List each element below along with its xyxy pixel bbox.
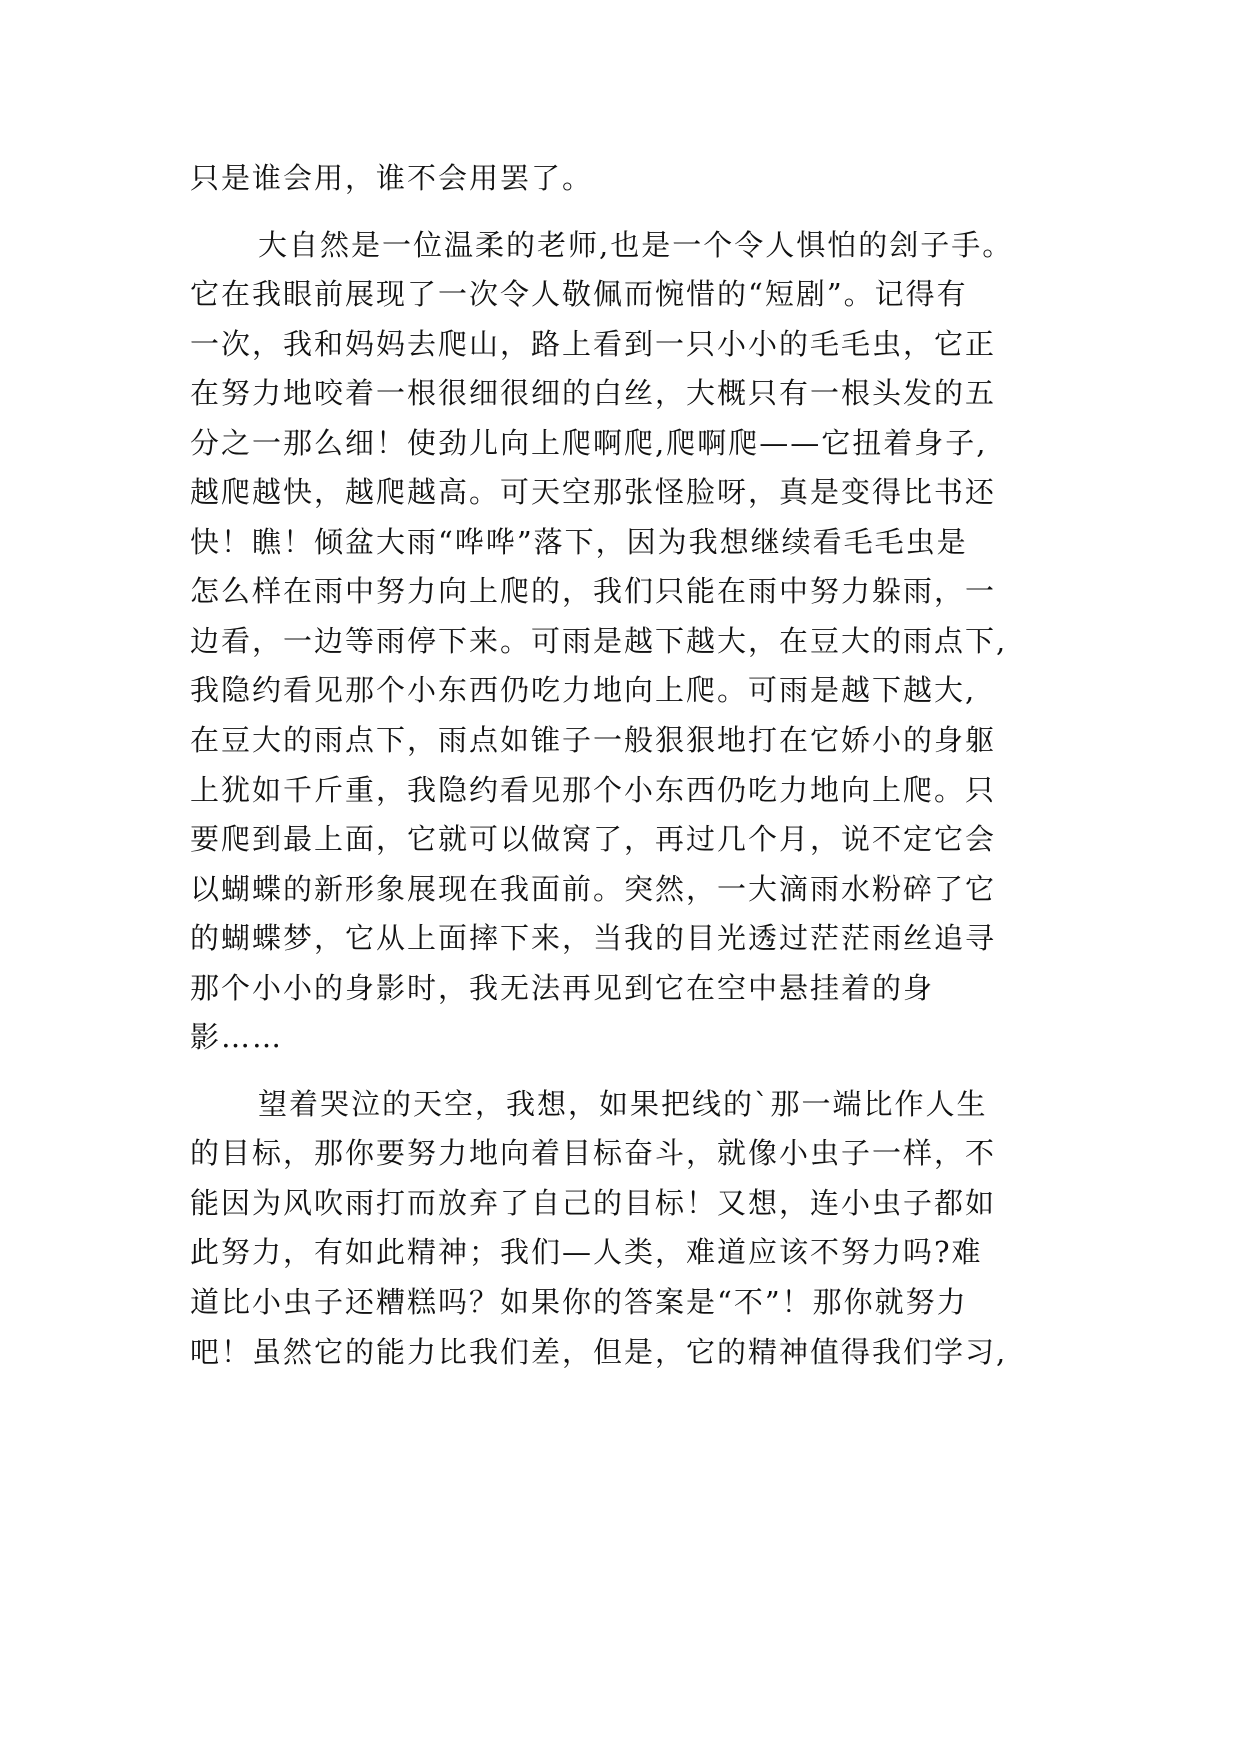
paragraph-2-line: 它在我眼前展现了一次令人敬佩而惋惜的“短剧”。记得有 bbox=[190, 277, 968, 312]
paragraph-2-line: 在豆大的雨点下，雨点如锥子一般狠狠地打在它娇小的身躯 bbox=[190, 723, 997, 758]
paragraph-2-line: 一次，我和妈妈去爬山，路上看到一只小小的毛毛虫，它正 bbox=[190, 326, 997, 361]
paragraph-2-line: 越爬越快，越爬越高。可天空那张怪脸呀，真是变得比书还 bbox=[190, 475, 997, 510]
essay-body bbox=[190, 154, 1070, 1377]
paragraph-3-line: 能因为风吹雨打而放弃了自己的目标！又想，连小虫子都如 bbox=[190, 1185, 997, 1220]
paragraph-1-line: 只是谁会用，谁不会用罢了。 bbox=[190, 161, 594, 195]
paragraph-2-line: 边看，一边等雨停下来。可雨是越下越大，在豆大的雨点下, bbox=[190, 623, 1008, 658]
paragraph-3-line: 此努力，有如此精神；我们—人类，难道应该不努力吗?难 bbox=[190, 1235, 983, 1270]
paragraph-2-line: 的蝴蝶梦，它从上面摔下来，当我的目光透过茫茫雨丝追寻 bbox=[190, 921, 997, 956]
paragraph-2-line: 以蝴蝶的新形象展现在我面前。突然，一大滴雨水粉碎了它 bbox=[190, 871, 997, 906]
paragraph-2 bbox=[190, 221, 1070, 1063]
paragraph-spacer bbox=[190, 1063, 1070, 1080]
paragraph-2-line: 在努力地咬着一根很细很细的白丝，大概只有一根头发的五 bbox=[190, 376, 997, 411]
paragraph-2-line: 影…… bbox=[190, 1020, 284, 1055]
paragraph-2-line: 大自然是一位温柔的老师,也是一个令人惧怕的刽子手。 bbox=[258, 227, 1014, 262]
paragraph-2-line: 我隐约看见那个小东西仍吃力地向上爬。可雨是越下越大, bbox=[190, 673, 977, 708]
paragraph-1 bbox=[190, 154, 1070, 204]
paragraph-3-line: 望着哭泣的天空，我想，如果把线的`那一端比作人生 bbox=[258, 1086, 988, 1121]
paragraph-3 bbox=[190, 1080, 1070, 1377]
paragraph-2-line: 快！瞧！倾盆大雨“哗哗”落下，因为我想继续看毛毛虫是 bbox=[190, 524, 968, 559]
paragraph-spacer bbox=[190, 204, 1070, 221]
paragraph-3-line: 道比小虫子还糟糕吗？如果你的答案是“不”！那你就努力 bbox=[190, 1285, 968, 1320]
paragraph-3-line: 的目标，那你要努力地向着目标奋斗，就像小虫子一样，不 bbox=[190, 1136, 997, 1171]
paragraph-2-line: 那个小小的身影时，我无法再见到它在空中悬挂着的身 bbox=[190, 970, 935, 1005]
paragraph-2-line: 上犹如千斤重，我隐约看见那个小东西仍吃力地向上爬。只 bbox=[190, 772, 997, 807]
paragraph-2-line: 分之一那么细！使劲儿向上爬啊爬,爬啊爬——它扭着身子, bbox=[190, 425, 988, 460]
paragraph-2-line: 怎么样在雨中努力向上爬的，我们只能在雨中努力躲雨，一 bbox=[190, 574, 997, 609]
paragraph-3-line: 吧！虽然它的能力比我们差，但是，它的精神值得我们学习, bbox=[190, 1334, 1008, 1369]
paragraph-2-line: 要爬到最上面，它就可以做窝了，再过几个月，说不定它会 bbox=[190, 822, 997, 857]
